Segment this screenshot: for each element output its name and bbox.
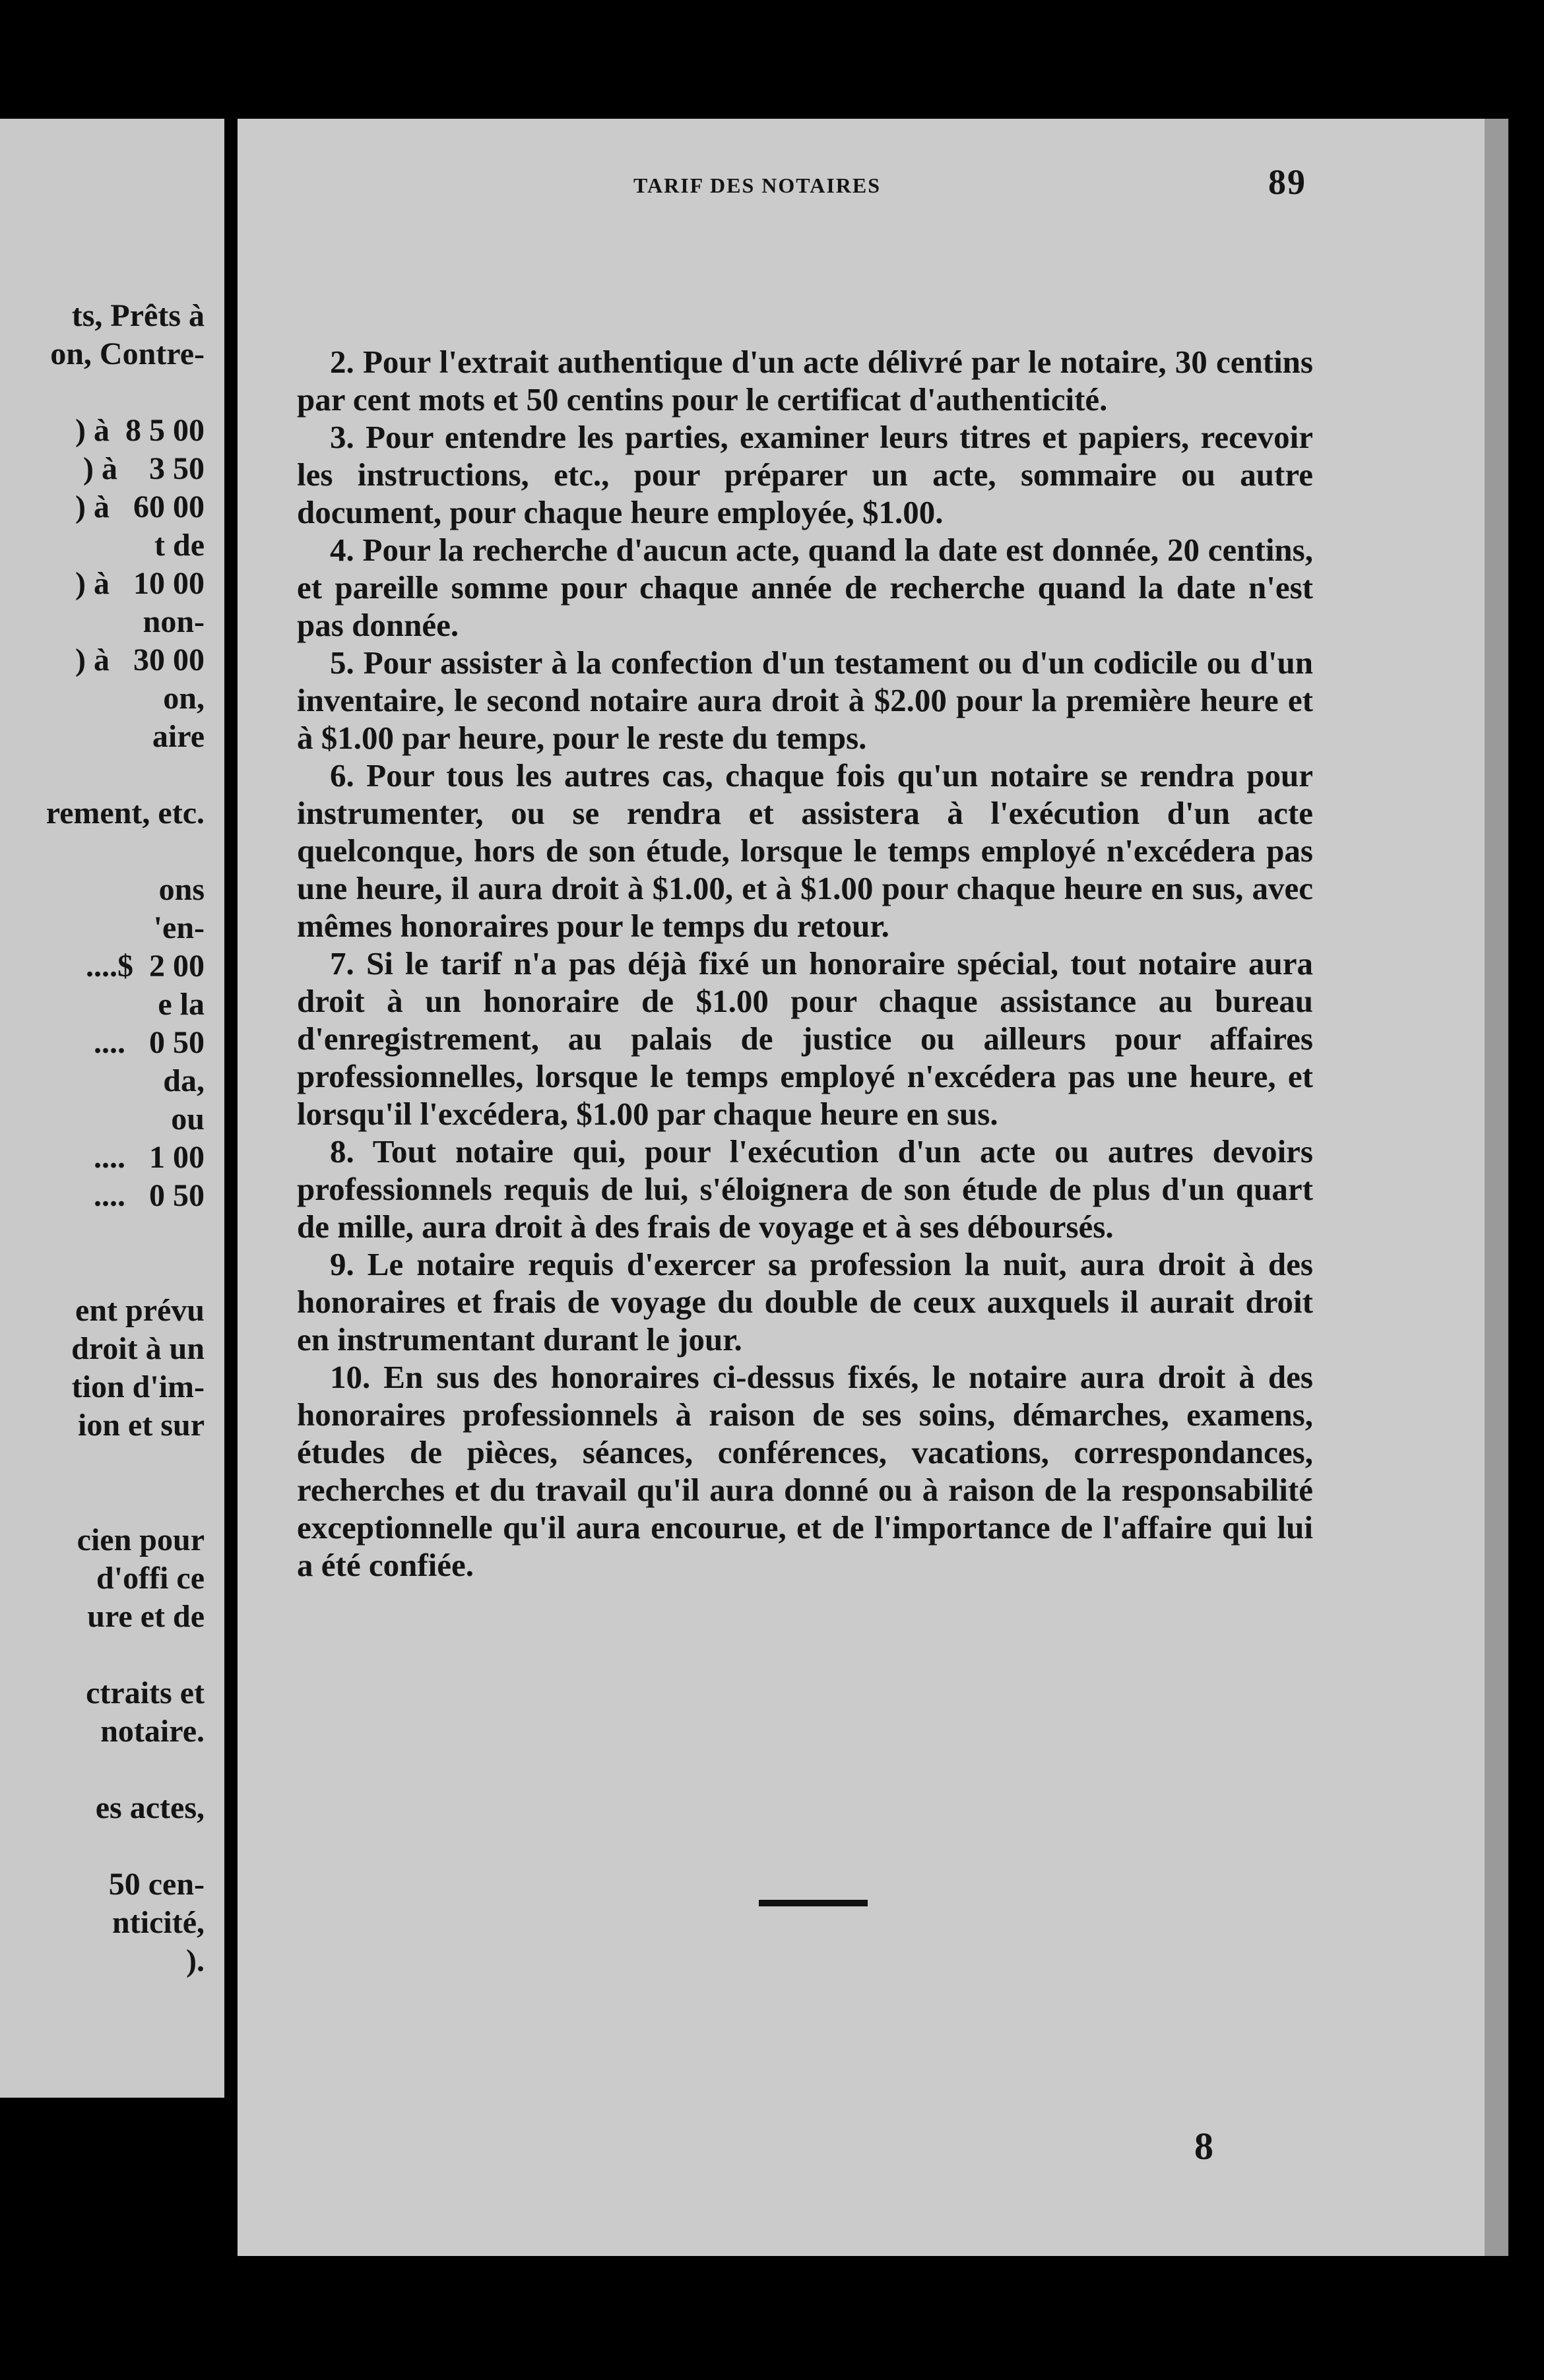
left-page-line: ou [171, 1102, 205, 1137]
left-page-line: ) à 60 00 [75, 489, 205, 524]
left-page-line [0, 1483, 205, 1521]
paragraph-5: 5. Pour assister à la confection d'un testament ou d'un codicile ou d'un inventaire, le second notaire aura droit à $2.00 pour la première heure et à $1.00 par heure, pour le reste du temps. [297, 644, 1313, 756]
paragraph-4: 4. Pour la recherche d'aucun acte, quand la date est donnée, 20 centins, et pareille somme pour chaque année de recherche quand la date n'est pas donnée. [297, 532, 1313, 643]
left-page-line: t de [154, 528, 205, 563]
left-page-line: cien pour [77, 1522, 205, 1557]
running-title: TARIF DES NOTAIRES [633, 173, 882, 197]
left-page-line: ure et de [87, 1599, 205, 1634]
left-page-line: rement, etc. [46, 796, 205, 830]
left-page-line: .... 1 00 [94, 1140, 205, 1175]
left-page-text [0, 297, 205, 1980]
left-page-line: ) à 10 00 [75, 566, 205, 601]
left-page-line [0, 1215, 205, 1253]
left-page-line: ....$ 2 00 [86, 949, 205, 984]
left-page-line: on, Contre- [50, 336, 205, 371]
left-page-line: ons [158, 872, 205, 907]
left-page-line: da, [163, 1063, 205, 1098]
page-header [396, 162, 1306, 208]
paragraph-9: 9. Le notaire requis d'exercer sa profession la nuit, aura droit à des honoraires et frais de voyage du double de ceux auxquels il aurait droit en instrumentant durant le jour. [297, 1246, 1313, 1358]
left-page-line: 'en- [153, 910, 205, 945]
left-page-fragment [0, 119, 224, 2098]
signature-mark: 8 [1194, 2125, 1213, 2168]
left-page-line [0, 1636, 205, 1674]
left-page-line: d'offi ce [96, 1561, 205, 1596]
left-page-line: on, [163, 681, 205, 716]
left-page-line: ts, Prêts à [71, 298, 205, 333]
left-page-line: ). [186, 1943, 205, 1978]
paragraph-8: 8. Tout notaire qui, pour l'exécution d'un acte ou autres devoirs professionnels requis de lui, s'éloignera de son étude de plus d'un quart de mille, aura droit à des frais de voyage et à ses déboursés. [297, 1133, 1313, 1245]
left-page-line [0, 1445, 205, 1483]
left-page-line: e la [158, 987, 205, 1022]
body-text [297, 343, 1313, 1584]
left-page-line: droit à un [71, 1331, 205, 1366]
page-number: 89 [1268, 162, 1306, 202]
left-page-line: non- [143, 604, 205, 639]
left-page-line: ) à 8 5 00 [75, 413, 205, 448]
paragraph-10: 10. En sus des honoraires ci-dessus fixés, le notaire aura droit à des honoraires professionnels à raison de ses soins, démarches, examens, études de pièces, séances, conférences, vacations, correspondances, recherches et du travail qu'il aura donné ou à raison de la responsabilité exceptionnelle qu'il aura encourue, et de l'importance de l'affaire qui lui a été confiée. [297, 1359, 1313, 1583]
left-page-line [0, 832, 205, 871]
section-end-rule [759, 1900, 868, 1906]
left-page-line: ) à 3 50 [83, 451, 205, 486]
left-page-line [0, 1751, 205, 1789]
left-page-line: ent prévu [75, 1293, 205, 1328]
paragraph-3: 3. Pour entendre les parties, examiner leurs titres et papiers, recevoir les instructions, etc., pour préparer un acte, sommaire ou autre document, pour chaque heure employée, $1.00. [297, 419, 1313, 530]
left-page-line: ) à 30 00 [75, 642, 205, 677]
left-page-line [0, 1253, 205, 1292]
paragraph-2: 2. Pour l'extrait authentique d'un acte délivré par le notaire, 30 centins par cent mots et 50 centins pour le certificat d'authenticité. [297, 344, 1313, 418]
left-page-line: tion d'im- [71, 1369, 205, 1404]
left-page-line [0, 1827, 205, 1865]
left-page-line: aire [152, 719, 205, 754]
left-page-line: ion et sur [78, 1408, 205, 1443]
left-page-line: es actes, [95, 1790, 205, 1825]
left-page-line: nticité, [112, 1905, 205, 1940]
left-page-line: .... 0 50 [94, 1025, 205, 1060]
left-page-line [0, 756, 205, 794]
paragraph-6: 6. Pour tous les autres cas, chaque fois qu'un notaire se rendra pour instrumenter, ou se rendra et assistera à l'exécution d'un acte quelconque, hors de son étude, lorsque le temps employé n'excédera pas une heure, il aura droit à $1.00, et à $1.00 pour chaque heure en sus, avec mêmes honoraires pour le temps du retour. [297, 757, 1313, 944]
paragraph-7: 7. Si le tarif n'a pas déjà fixé un honoraire spécial, tout notaire aura droit à un honoraire de $1.00 pour chaque assistance au bureau d'enregistrement, au palais de justice ou ailleurs pour affaires professionnelles, lorsque le temps employé n'excédera pas une heure, et lorsqu'il l'excédera, $1.00 par chaque heure en sus. [297, 945, 1313, 1132]
left-page-line: notaire. [100, 1714, 205, 1749]
left-page-line: ctraits et [86, 1675, 205, 1710]
left-page-line [0, 373, 205, 412]
left-page-line: 50 cen- [108, 1867, 205, 1902]
left-page-line: .... 0 50 [94, 1178, 205, 1213]
